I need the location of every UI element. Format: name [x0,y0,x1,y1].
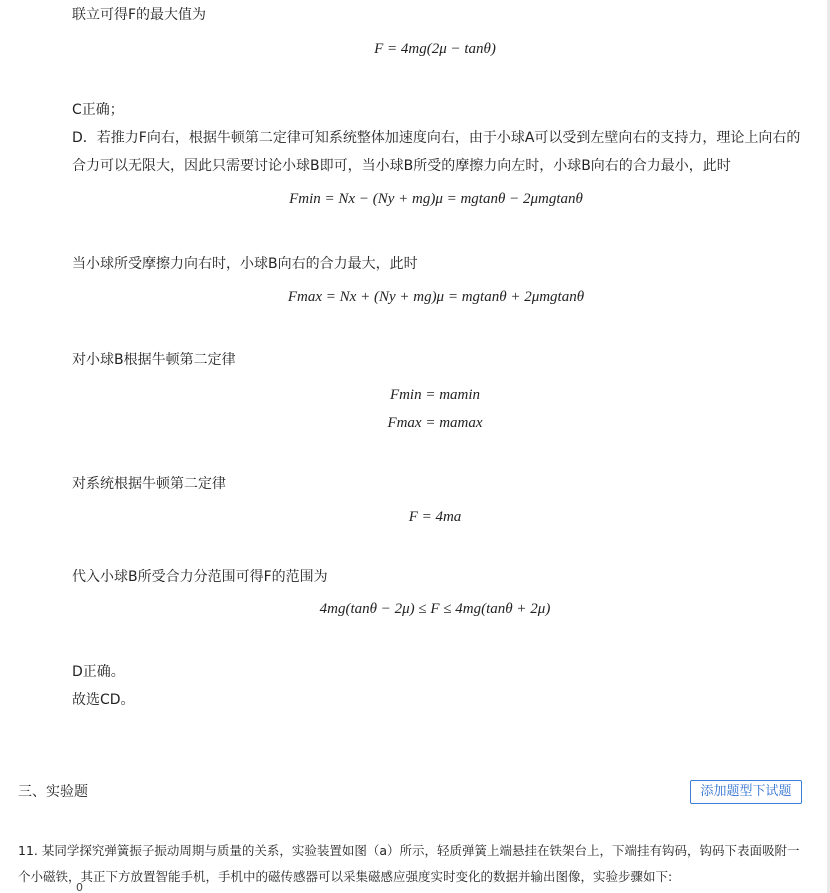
range-intro-text: 代入小球B所受合力分范围可得F的范围为 [72,569,328,585]
formula-system: F = 4ma [408,509,462,525]
max-value-intro-text: 联立可得F的最大值为 [72,7,207,23]
system-newton-text: 对系统根据牛顿第二定律 [72,476,226,492]
d-correct-text: D正确。 [72,664,125,680]
formula-f-max-ma: Fmax = mamax [387,415,483,431]
section-title: 三、实验题 [18,784,88,800]
right-friction-text: 当小球所受摩擦力向右时，小球B向右的合力最大，此时 [72,256,418,272]
formula-f-max-derivation: Fmax = Nx + (Ny + mg)μ = mgtanθ + 2μmgtanθ [287,289,585,305]
conclusion-text: 故选CD。 [72,692,135,708]
formula-f-max-overall: F = 4mg(2μ − tanθ) [374,41,496,57]
formula-f-range: 4mg(tanθ − 2μ) ≤ F ≤ 4mg(tanθ + 2μ) [319,601,551,617]
c-correct-text: C正确； [72,102,124,118]
question-11-text: 11. 某同学探究弹簧振子振动周期与质量的关系，实验装置如图（a）所示，轻质弹簧上端悬挂在铁架台上，下端挂有钩码，钩码下表面吸附一个小磁铁，其正下方放置智能手机，手机中的磁传感器可以采集磁感应强度实时变化的数据并输出图像，实验步骤如下: [18,843,800,884]
option-d-paragraph: D．若推力F向右，根据牛顿第二定律可知系统整体加速度向右，由于小球A可以受到左壁向右的支持力，理论上向右的合力可以无限大，因此只需要讨论小球B即可，当小球B所受的摩擦力向左时，小球B向右的合力最小，此时 [72,130,801,174]
formula-f-min-derivation: Fmin = Nx − (Ny + mg)μ = mgtanθ − 2μmgtanθ [289,191,583,207]
question-next-line-fragment: 0 [76,883,83,893]
add-question-button[interactable]: 添加题型下试题 [690,780,802,804]
ball-b-newton-text: 对小球B根据牛顿第二定律 [72,352,236,368]
formula-f-min-ma: Fmin = mamin [389,387,481,403]
